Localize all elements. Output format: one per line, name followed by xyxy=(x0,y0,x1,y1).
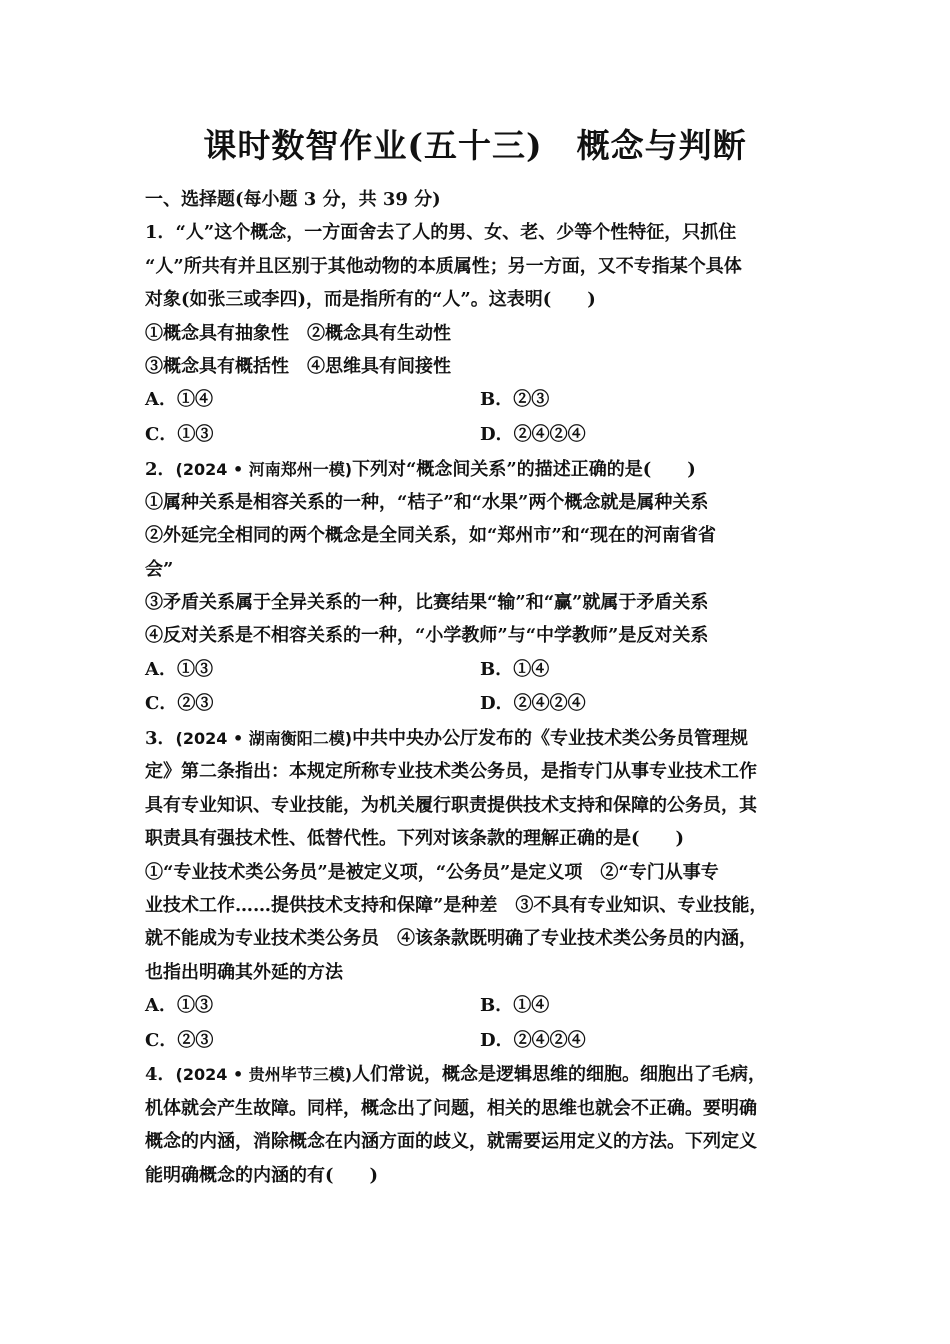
answer-options-row xyxy=(145,653,825,688)
question-source: (2024 • 湖南衡阳二模) xyxy=(175,729,353,749)
question-stem-line: 机体就会产生故障。同样，概念出了问题，相关的思维也就会不正确。要明确 xyxy=(145,1097,757,1119)
option-d[interactable]: D．②④②④ xyxy=(480,423,586,445)
statement-item: ②外延完全相同的两个概念是全同关系，如“郑州市”和“现在的河南省省 xyxy=(145,525,717,547)
option-b[interactable]: B．②③ xyxy=(480,389,550,411)
question-2 xyxy=(145,453,825,723)
question-stem-line: 1．“人”这个概念，一方面舍去了人的男、女、老、少等个性特征，只抓住 xyxy=(145,222,737,244)
statement-item: ④反对关系是不相容关系的一种，“小学教师”与“中学教师”是反对关系 xyxy=(145,625,709,647)
option-c[interactable]: C．②③ xyxy=(145,693,214,715)
question-4 xyxy=(145,1058,825,1192)
option-b[interactable]: B．①④ xyxy=(480,995,550,1017)
question-3 xyxy=(145,722,825,1058)
question-source: (2024 • 河南郑州一模) xyxy=(175,459,353,479)
question-stem-line: 能明确概念的内涵的有( ) xyxy=(145,1164,379,1186)
question-stem-line: 职责具有强技术性、低替代性。下列对该条款的理解正确的是( ) xyxy=(145,828,685,850)
question-stem-line: 具有专业知识、专业技能，为机关履行职责提供技术支持和保障的公务员，其 xyxy=(145,794,757,816)
question-stem-line: 对象(如张三或李四)，而是指所有的“人”。这表明( ) xyxy=(145,289,596,311)
option-d[interactable]: D．②④②④ xyxy=(480,693,586,715)
answer-options-row xyxy=(145,687,825,722)
statement-item: ①“专业技术类公务员”是被定义项，“公务员”是定义项 ②“专门从事专 xyxy=(145,861,719,883)
question-number: 4． xyxy=(145,1064,176,1086)
answer-options-row xyxy=(145,383,825,418)
statement-item: ③概念具有概括性 ④思维具有间接性 xyxy=(145,355,451,377)
option-c[interactable]: C．②③ xyxy=(145,1029,214,1051)
question-number: 2． xyxy=(145,458,176,480)
question-stem-line: “人”所共有并且区别于其他动物的本质属性；另一方面，又不专指某个具体 xyxy=(145,255,742,277)
section-heading: 一、选择题(每小题 3 分，共 39 分) xyxy=(145,189,441,210)
statement-item: 业技术工作……提供技术支持和保障”是种差 ③不具有专业知识、专业技能， xyxy=(145,895,768,917)
question-stem-line: 4．(2024 • 贵州毕节三模)人们常说，概念是逻辑思维的细胞。细胞出了毛病， xyxy=(145,1064,767,1086)
answer-options-row xyxy=(145,989,825,1024)
statement-item: ①属种关系是相容关系的一种，“桔子”和“水果”两个概念就是属种关系 xyxy=(145,491,709,513)
question-number: 3． xyxy=(145,728,176,750)
question-stem-line: 2．(2024 • 河南郑州一模)下列对“概念间关系”的描述正确的是( ) xyxy=(145,458,696,480)
statement-item: ①概念具有抽象性 ②概念具有生动性 xyxy=(145,322,451,344)
statement-item: ③矛盾关系属于全异关系的一种，比赛结果“输”和“赢”就属于矛盾关系 xyxy=(145,592,709,614)
statement-item: 会” xyxy=(145,558,174,580)
option-a[interactable]: A．①④ xyxy=(145,389,213,411)
statement-item: 就不能成为专业技术类公务员 ④该条款既明确了专业技术类公务员的内涵， xyxy=(145,928,757,950)
question-number: 1． xyxy=(145,222,176,244)
answer-options-row xyxy=(145,1024,825,1059)
question-content xyxy=(145,183,825,1192)
option-a[interactable]: A．①③ xyxy=(145,995,213,1017)
question-source: (2024 • 贵州毕节三模) xyxy=(175,1065,353,1085)
question-1 xyxy=(145,216,825,452)
option-c[interactable]: C．①③ xyxy=(145,423,214,445)
statement-item: 也指出明确其外延的方法 xyxy=(145,961,343,983)
option-d[interactable]: D．②④②④ xyxy=(480,1029,586,1051)
question-stem-line: 3．(2024 • 湖南衡阳二模)中共中央办公厅发布的《专业技术类公务员管理规 xyxy=(145,728,749,750)
option-b[interactable]: B．①④ xyxy=(480,658,550,680)
option-a[interactable]: A．①③ xyxy=(145,658,213,680)
answer-options-row xyxy=(145,418,825,453)
question-stem-line: 概念的内涵，消除概念在内涵方面的歧义，就需要运用定义的方法。下列定义 xyxy=(145,1131,757,1153)
page-title: 课时数智作业(五十三) 概念与判断 xyxy=(203,126,747,165)
question-stem-line: 定》第二条指出：本规定所称专业技术类公务员，是指专门从事专业技术工作 xyxy=(145,761,757,783)
